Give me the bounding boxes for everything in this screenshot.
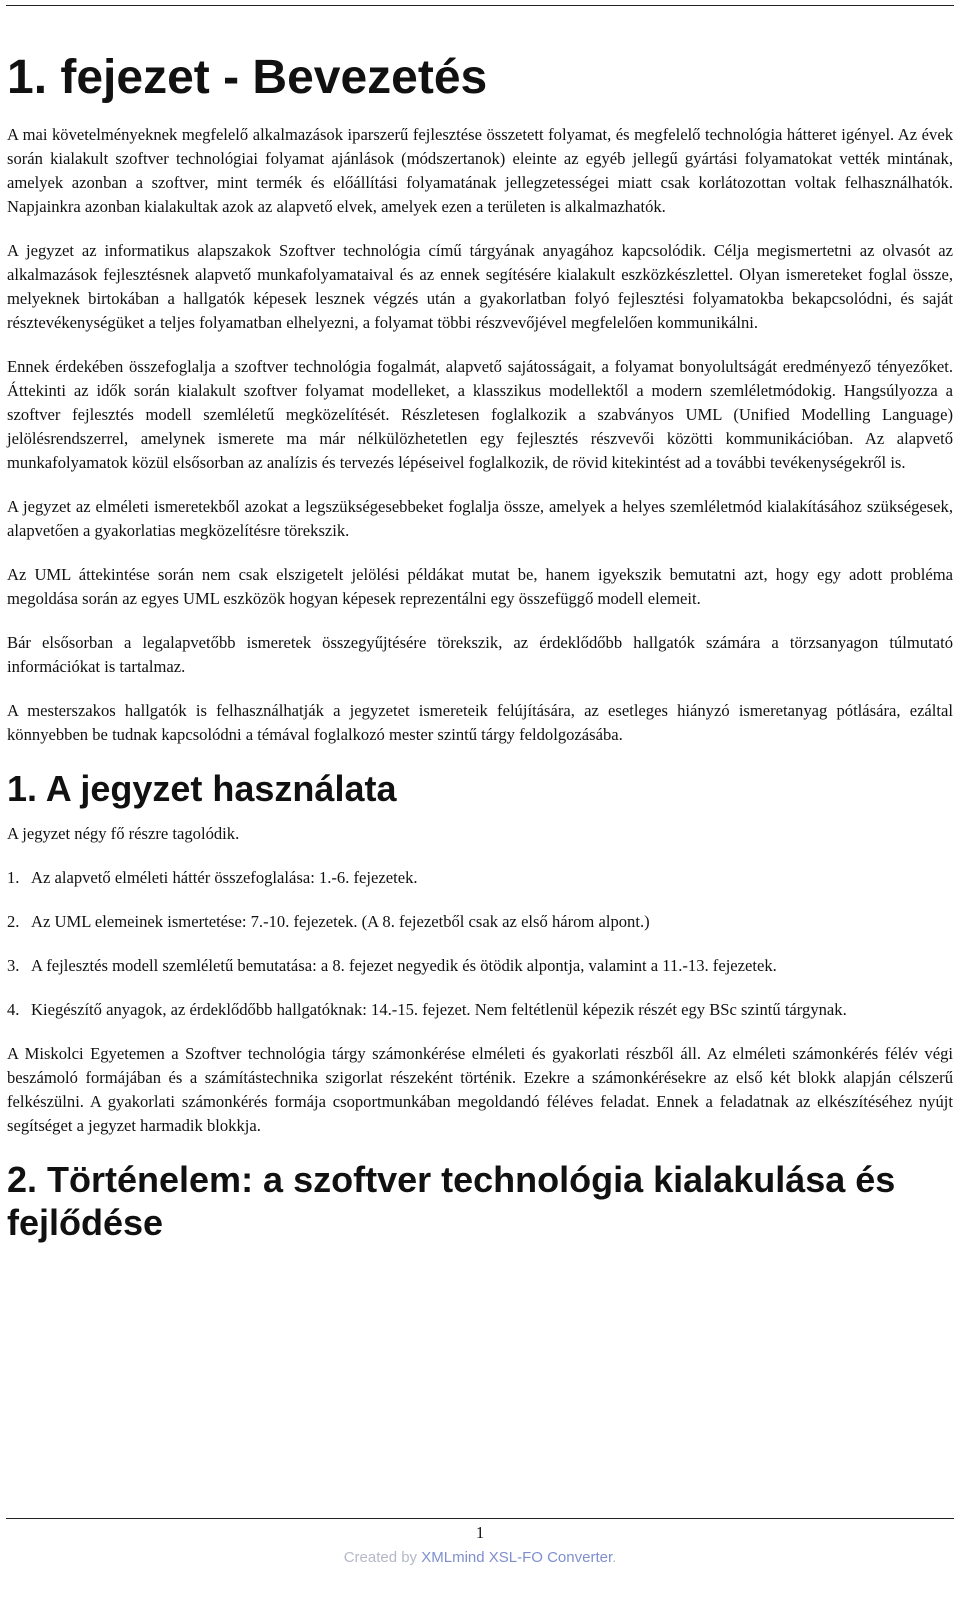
document-page bbox=[7, 40, 953, 1256]
footer-credit-prefix: Created by bbox=[343, 1549, 422, 1566]
list-item-number: 1. bbox=[7, 867, 20, 887]
intro-paragraph: A jegyzet az elméleti ismeretekből azokat a legszükségesebbeket foglalja össze, amelyek a helyes szemléletmód kialakításához szükségesek, alapvetően a gyakorlatias megközelítésre törekszik. bbox=[7, 496, 953, 540]
intro-paragraph: Bár elsősorban a legalapvetőbb ismeretek összegyűjtésére törekszik, az érdeklődőbb hallgatók számára a törzsanyagon túlmutató információkat is tartalmaz. bbox=[7, 632, 953, 676]
footer-rule bbox=[6, 1518, 954, 1519]
list-item-text: A fejlesztés modell szemléletű bemutatása: a 8. fejezet negyedik és ötödik alpontja, valamint a 11.-13. fejezetek. bbox=[31, 955, 777, 975]
section-closing-paragraph: A Miskolci Egyetemen a Szoftver technológia tárgy számonkérése elméleti és gyakorlati részből áll. Az elméleti számonkérés félév végi beszámoló formájában és a számítástechnika szigorlat részeként történik. Ezekre a számonkérésekre az első két blokk alapján célszerű felkészülni. A gyakorlati számonkérés formája csoportmunkában megoldandó féléves feladat. Ennek a feladatnak az elkészítéséhez nyújt segítséget a jegyzet harmadik blokkja. bbox=[7, 1043, 953, 1135]
list-item-number: 2. bbox=[7, 911, 20, 931]
list-item bbox=[7, 866, 953, 890]
list-item bbox=[7, 910, 953, 934]
list-item bbox=[7, 954, 953, 978]
parts-list bbox=[7, 866, 953, 1022]
section-title-usage: 1. A jegyzet használata bbox=[7, 767, 397, 809]
section-title-history: 2. Történelem: a szoftver technológia kialakulása és fejlődése bbox=[7, 1158, 896, 1244]
intro-paragraph: Ennek érdekében összefoglalja a szoftver technológia fogalmát, alapvető sajátosságait, a folyamat bonyolultságát eredményező tényezőket. Áttekinti az idők során kialakult szoftver folyamat modelleket, a klasszikus modellektől a modern szemléletmódokig. Hangsúlyozza a szoftver fejlesztés modell szemléletű megközelítését. Részletesen foglalkozik a szabványos UML (Unified Modelling Language) jelölésrendszerrel, amelynek ismerete ma már nélkülözhetetlen egy fejlesztés részvevői közötti kommunikációban. Az alapvető munkafolyamatok közül elsősorban az analízis és tervezés lépéseivel foglalkozik, de rövid kitekintést ad a további tevékenységekről is. bbox=[7, 356, 953, 472]
footer-credit-suffix: . bbox=[612, 1549, 617, 1566]
footer-credit bbox=[0, 1549, 960, 1566]
list-item-text: Az UML elemeinek ismertetése: 7.-10. fejezetek. (A 8. fejezetből csak az első három alpont.) bbox=[31, 911, 650, 931]
list-item-text: Kiegészítő anyagok, az érdeklődőbb hallgatóknak: 14.-15. fejezet. Nem feltétlenül képezik részét egy BSc szintű tárgynak. bbox=[31, 999, 847, 1019]
list-item-number: 3. bbox=[7, 955, 20, 975]
list-item-text: Az alapvető elméleti háttér összefoglalása: 1.-6. fejezetek. bbox=[31, 867, 418, 887]
header-rule bbox=[6, 5, 954, 6]
list-item bbox=[7, 998, 953, 1022]
intro-paragraph: Az UML áttekintése során nem csak elszigetelt jelölési példákat mutat be, hanem igyekszik bemutatni azt, hogy egy adott probléma megoldása során az egyes UML eszközök hogyan képesek reprezentálni egy összefüggő modell elemeit. bbox=[7, 564, 953, 608]
intro-paragraph: A jegyzet az informatikus alapszakok Szoftver technológia című tárgyának anyagához kapcsolódik. Célja megismertetni az olvasót az alkalmazások fejlesztésnek alapvető munkafolyamataival és az ennek segítésére kialakult eszközkészlettel. Olyan ismereteket foglal össze, melyeknek birtokában a hallgatók képesek lesznek végzés után a gyakorlatban folyó fejlesztési folyamatokba bekapcsolódni, és saját résztevékenységüket a teljes folyamatban elhelyezni, a folyamat többi részvevőjével megfelelően kommunikálni. bbox=[7, 240, 953, 332]
list-item-number: 4. bbox=[7, 999, 20, 1019]
intro-paragraph: A mai követelményeknek megfelelő alkalmazások iparszerű fejlesztése összetett folyamat, és megfelelő technológia hátteret igényel. Az évek során kialakult szoftver technológiai folyamat ajánlások (módszertanok) eleinte az egyéb jellegű gyártási folyamatokat vették mintának, amelyek azonban a szoftver, mint termék és előállítási folyamatának jellegzetességei miatt csak korlátozottan voltak felhasználhatók. Napjainkra azonban kialakultak azok az alapvető elvek, amelyek ezen a területen is alkalmazhatók. bbox=[7, 124, 953, 216]
footer-credit-link[interactable]: XMLmind XSL-FO Converter bbox=[421, 1549, 613, 1566]
chapter-title: 1. fejezet - Bevezetés bbox=[7, 51, 488, 104]
section-lead: A jegyzet négy fő részre tagolódik. bbox=[7, 823, 240, 843]
page-number: 1 bbox=[475, 1523, 485, 1542]
intro-paragraph: A mesterszakos hallgatók is felhasználhatják a jegyzetet ismereteik felújítására, az esetleges hiányzó ismeretanyag pótlására, ezáltal könnyebben be tudnak kapcsolódni a témával foglalkozó mester szintű tárgy feldolgozásába. bbox=[7, 700, 953, 744]
